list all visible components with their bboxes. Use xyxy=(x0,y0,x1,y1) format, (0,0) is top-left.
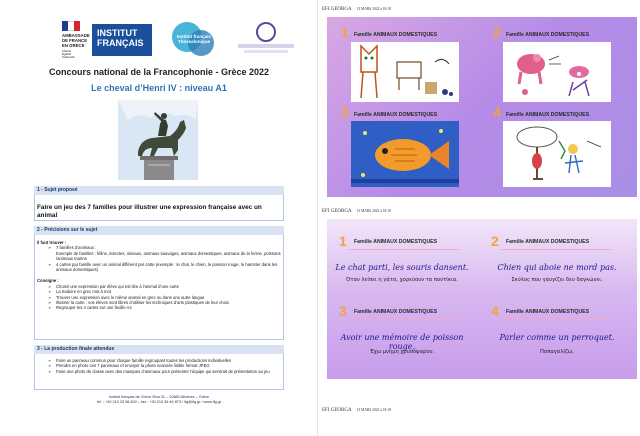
divider xyxy=(349,249,459,250)
family-label: Famille ANIMAUX DOMESTIQUES xyxy=(354,112,438,118)
thess-line: Thessalonique xyxy=(177,39,211,44)
embassy-line: EN GRÈCE xyxy=(62,43,85,48)
section-2-heading: 2 - Précisions sur le sujet xyxy=(34,226,284,235)
author-name: EFI GEORGA xyxy=(322,209,352,214)
drawing-dog xyxy=(503,42,611,102)
slide-caption xyxy=(322,209,391,214)
slide-expressions xyxy=(327,219,637,379)
embassy-motto: Fraternité xyxy=(62,55,75,59)
statue-photo xyxy=(118,100,198,180)
footer-contact: tél. : +30 210 33 98 600 – fax : +30 210 36 46 873 / ifg@ifg.gr / www.ifg.gr xyxy=(96,400,222,404)
author-name: EFI GEORGA xyxy=(322,7,352,12)
section-1-heading: 1 - Sujet proposé xyxy=(34,186,284,195)
consigne-item: ➢ Illustrer la carte : vos élèves sont libres d’utiliser les techniques d’arts plastiques de leur choix xyxy=(47,300,283,305)
institut-line: INSTITUT xyxy=(97,28,138,38)
greek-expression: Έχω μνήμη χρυσόψαρου. xyxy=(369,349,435,355)
consigne-title: Consigne : xyxy=(37,278,59,284)
family-label: Famille ANIMAUX DOMESTIQUES xyxy=(506,239,590,245)
production-item: ➢ Prendre en photo ces 7 panneaux et envoyer la photo scannée lisible format JPEG xyxy=(47,363,283,368)
institut-line: FRANÇAIS xyxy=(97,38,144,48)
greek-expression: Παπαγαλίζω. xyxy=(540,349,574,355)
production-item: ➢ Faire une photo de classe avec des masques d’animaux pour présenter l’équipe qui servirait de présentation au jeu xyxy=(47,369,283,374)
document-subtitle: Le cheval d’Henri IV : niveau A1 xyxy=(91,83,227,93)
institut-francais-logo xyxy=(92,24,152,56)
document-footer xyxy=(34,395,284,405)
slide-drawings xyxy=(327,17,637,197)
card-number: 4 xyxy=(491,303,499,319)
embassy-motto: Liberté xyxy=(62,49,72,53)
thess-line: Institut français xyxy=(176,34,212,39)
thessalonique-logo xyxy=(168,22,216,56)
task-statement: Faire un jeu des 7 familles pour illustrer une expression française avec un animal xyxy=(37,204,262,219)
french-flag-icon xyxy=(62,21,80,31)
family-label: Famille ANIMAUX DOMESTIQUES xyxy=(354,309,438,315)
card-number: 2 xyxy=(491,233,499,249)
consigne-item: ➢ La traduire en grec mot à mot xyxy=(47,289,283,294)
drawing-cat xyxy=(351,42,459,102)
card-number: 1 xyxy=(341,24,349,40)
production-item: ➢ Faire un panneau commun pour chaque famille regroupant toutes les productions individuelles xyxy=(47,358,283,363)
card-number: 2 xyxy=(493,24,501,40)
embassy-line: DE FRANCE xyxy=(62,38,88,43)
family-label: Famille ANIMAUX DOMESTIQUES xyxy=(506,32,590,38)
greek-expression: Όταν λείπει η γάτα, χορεύουν τα ποντίκια. xyxy=(346,277,458,283)
card-number: 4 xyxy=(493,104,501,120)
card-number: 3 xyxy=(339,303,347,319)
card-number: 3 xyxy=(341,104,349,120)
section-3-heading: 3 - La production finale attendue xyxy=(34,345,284,354)
french-expression: Avoir une mémoire de poisson rouge. xyxy=(340,333,464,351)
divider xyxy=(501,249,611,250)
french-expression: Chien qui aboie ne mord pas. xyxy=(497,263,617,272)
embassy-logo xyxy=(44,20,90,59)
section-2-body xyxy=(37,240,283,311)
slide-caption xyxy=(322,7,391,12)
list-item-detail: Exemple de familles : félins, insectes, oiseaux, animaux sauvages, animaux domestiques, animaux de la ferme, poissons /animaux marins xyxy=(56,250,281,262)
greek-expression: Σκύλος που γαυγίζει δεν δαγκώνει. xyxy=(511,277,603,283)
caption-date: 13 MARS 2022 à 18:18 xyxy=(356,408,391,412)
drawing-parrot xyxy=(503,121,611,187)
family-label: Famille ANIMAUX DOMESTIQUES xyxy=(354,32,438,38)
card-number: 1 xyxy=(339,233,347,249)
footer-address: Institut français de Grèce Sina 31 – 10680 Athènes – Grèce xyxy=(108,395,210,399)
logo-bar xyxy=(28,20,298,60)
slide-caption xyxy=(322,408,391,413)
divider xyxy=(501,319,611,320)
list-item: ➢ 7 familles d’animaux : xyxy=(47,245,283,250)
contest-document xyxy=(0,0,318,436)
consigne-item: ➢ Regrouper les 4 cartes sur une feuille A4 xyxy=(47,305,283,310)
author-name: EFI GEORGA xyxy=(322,408,352,413)
list-item: ➢ 4 cartes par famille avec un animal différent par carte (exemple : le chat, le chien, le poisson rouge, le hamster dans les animaux domestiques) xyxy=(47,262,283,273)
drawing-fish xyxy=(351,121,459,187)
french-expression: Le chat parti, les souris dansent. xyxy=(335,263,469,272)
family-label: Famille ANIMAUX DOMESTIQUES xyxy=(506,112,590,118)
consigne-item: ➢ Choisir une expression par élève qui est liée à l’animal d’une carte xyxy=(47,284,283,289)
family-label: Famille ANIMAUX DOMESTIQUES xyxy=(506,309,590,315)
embassy-motto: Égalité xyxy=(62,52,72,56)
caption-date: 13 MARS 2022 à 18:18 xyxy=(356,209,391,213)
french-expression: Parler comme un perroquet. xyxy=(499,333,615,342)
university-emblem-icon xyxy=(256,22,276,42)
divider xyxy=(349,319,459,320)
family-label: Famille ANIMAUX DOMESTIQUES xyxy=(354,239,438,245)
embassy-line: AMBASSADE xyxy=(62,33,90,38)
consigne-item: ➢ Trouver une expression avec le même animal en grec ou dans une autre langue. xyxy=(47,295,283,300)
intro-text: Il faut trouver : xyxy=(37,240,67,245)
caption-date: 13 MARS 2022 à 18:18 xyxy=(356,7,391,11)
university-logo xyxy=(238,20,294,58)
section-3-body xyxy=(37,358,283,374)
document-title: Concours national de la Francophonie - Grèce 2022 xyxy=(48,67,270,77)
